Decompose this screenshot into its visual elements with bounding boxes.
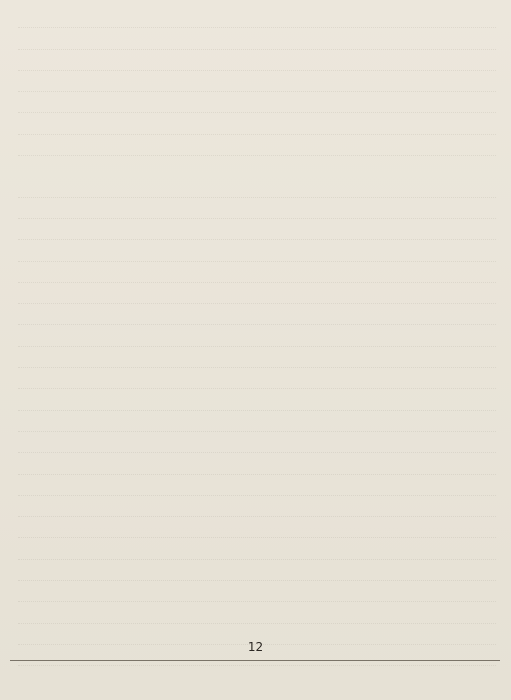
footer-divider — [10, 660, 500, 661]
body-line-23 — [18, 496, 496, 517]
body-line-20 — [18, 432, 496, 453]
body-line-08 — [18, 176, 496, 197]
body-line-05 — [18, 92, 496, 113]
body-line-15 — [18, 325, 496, 346]
body-line-25 — [18, 538, 496, 559]
body-line-06 — [18, 113, 496, 134]
body-line-07 — [18, 135, 496, 156]
body-line-02 — [18, 28, 496, 49]
page-number: 12 — [247, 640, 264, 654]
body-line-22 — [18, 475, 496, 496]
body-line-24 — [18, 517, 496, 538]
section-header-space — [18, 156, 496, 176]
body-line-19 — [18, 411, 496, 432]
body-line-27 — [18, 581, 496, 602]
body-line-17 — [18, 368, 496, 389]
body-line-12 — [18, 262, 496, 283]
body-line-04 — [18, 71, 496, 92]
body-line-13 — [18, 283, 496, 304]
body-line-01 — [18, 7, 496, 28]
body-line-18 — [18, 389, 496, 410]
body-text — [18, 7, 496, 666]
body-line-14 — [18, 304, 496, 325]
body-line-03 — [18, 50, 496, 71]
body-line-09 — [18, 198, 496, 219]
body-line-26 — [18, 560, 496, 581]
body-line-16 — [18, 347, 496, 368]
body-line-11 — [18, 240, 496, 261]
body-line-21 — [18, 453, 496, 474]
body-line-28 — [18, 602, 496, 623]
body-line-10 — [18, 219, 496, 240]
